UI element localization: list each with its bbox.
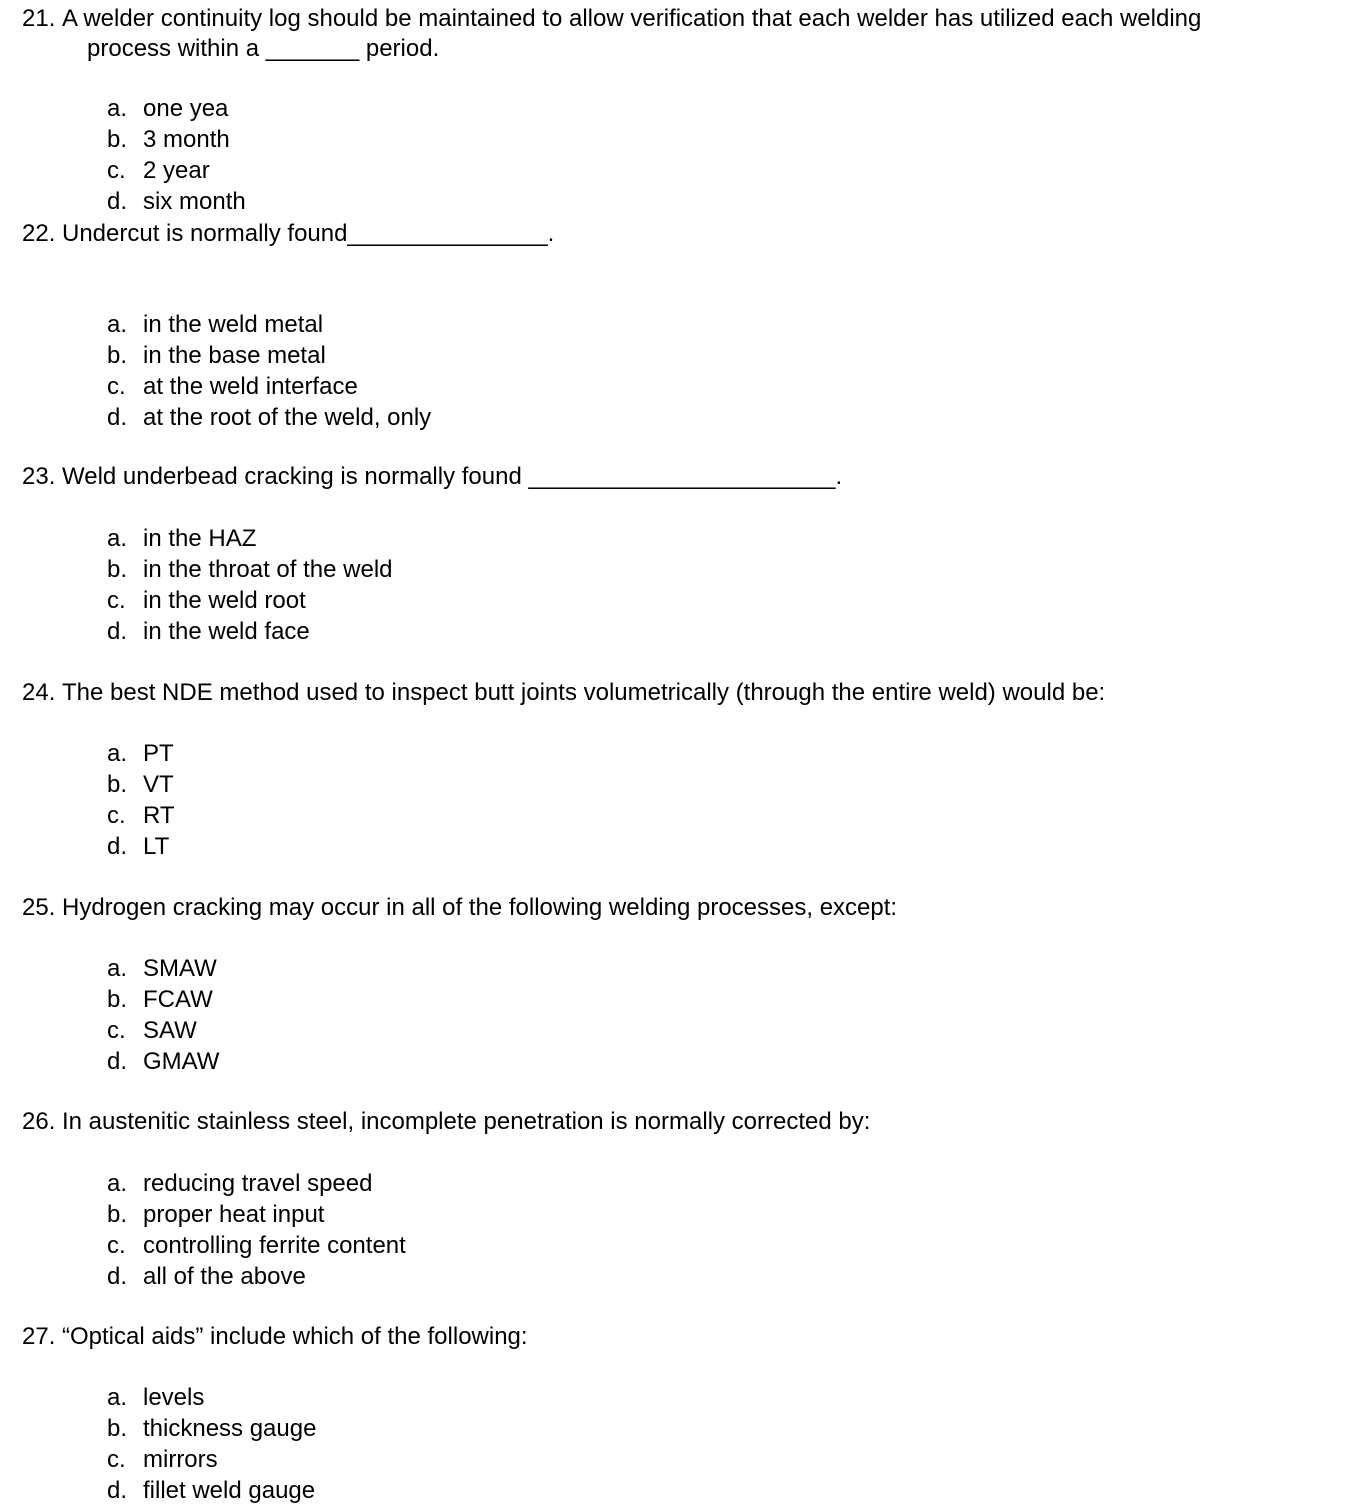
option-letter: d. [107,833,128,860]
option-text: in the base metal [143,342,326,369]
option-letter: c. [107,587,126,614]
option-letter: c. [107,1232,126,1259]
option-letter: b. [107,1201,128,1228]
question-text: Undercut is normally found_______________. [62,220,555,247]
question-number: 25. [22,894,56,921]
option-letter: b. [107,986,128,1013]
option-text: SAW [143,1017,197,1044]
option-letter: b. [107,556,128,583]
option-letter: a. [107,311,128,338]
option-letter: d. [107,404,128,431]
option-text: proper heat input [143,1201,325,1228]
option-text: controlling ferrite content [143,1232,406,1259]
option-text: at the weld interface [143,373,358,400]
option-text: one yea [143,95,229,122]
option-text: levels [143,1384,205,1411]
option-letter: d. [107,1263,128,1290]
option-text: PT [143,740,174,767]
question-text: Weld underbead cracking is normally found _______________________. [62,463,843,490]
option-text: LT [143,833,170,860]
option-letter: c. [107,1446,126,1473]
option-text: SMAW [143,955,217,982]
option-letter: a. [107,1170,128,1197]
option-letter: a. [107,740,128,767]
question-number: 26. [22,1108,56,1135]
option-text: in the weld root [143,587,306,614]
option-text: FCAW [143,986,213,1013]
question-text: In austenitic stainless steel, incomplete penetration is normally corrected by: [62,1108,871,1135]
option-text: reducing travel speed [143,1170,373,1197]
option-letter: d. [107,618,128,645]
option-letter: c. [107,157,126,184]
question-text-continued: process within a _______ period. [87,35,440,62]
option-letter: d. [107,1477,128,1504]
option-text: in the throat of the weld [143,556,393,583]
option-letter: a. [107,95,128,122]
option-text: RT [143,802,175,829]
option-text: in the weld metal [143,311,324,338]
question-text: “Optical aids” include which of the following: [62,1323,528,1350]
option-text: in the HAZ [143,525,257,552]
option-letter: c. [107,1017,126,1044]
option-text: six month [143,188,246,215]
question-text: A welder continuity log should be maintained to allow verification that each welder has utilized each welding [62,5,1202,32]
question-text: The best NDE method used to inspect butt joints volumetrically (through the entire weld) would be: [62,679,1106,706]
option-text: in the weld face [143,618,310,645]
option-letter: b. [107,342,128,369]
option-text: 3 month [143,126,230,153]
question-number: 27. [22,1323,56,1350]
option-letter: b. [107,771,128,798]
option-letter: d. [107,188,128,215]
option-text: thickness gauge [143,1415,317,1442]
option-letter: c. [107,373,126,400]
option-text: all of the above [143,1263,306,1290]
question-text: Hydrogen cracking may occur in all of the following welding processes, except: [62,894,898,921]
question-number: 22. [22,220,56,247]
option-text: 2 year [143,157,210,184]
option-letter: d. [107,1048,128,1075]
option-text: at the root of the weld, only [143,404,432,431]
option-letter: b. [107,1415,128,1442]
option-text: mirrors [143,1446,218,1473]
option-letter: b. [107,126,128,153]
option-letter: a. [107,1384,128,1411]
option-text: VT [143,771,174,798]
question-number: 24. [22,679,56,706]
option-letter: a. [107,525,128,552]
option-text: GMAW [143,1048,220,1075]
option-text: fillet weld gauge [143,1477,316,1504]
option-letter: c. [107,802,126,829]
question-number: 23. [22,463,56,490]
question-number: 21. [22,5,56,32]
option-letter: a. [107,955,128,982]
